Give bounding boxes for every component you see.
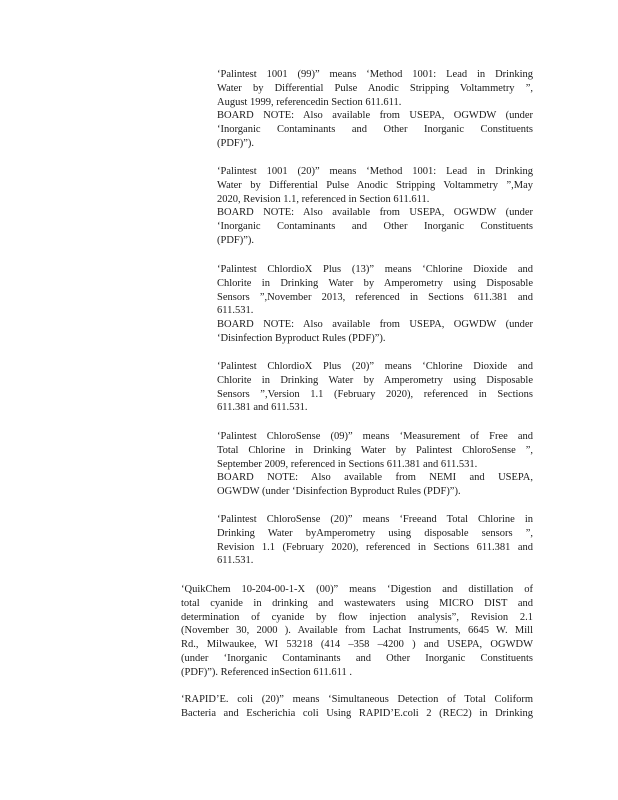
board-note-line: (PDF)”). [217, 137, 255, 149]
board-note-line: ‘Inorganic Contaminants and Other Inorganic Constituents [217, 221, 533, 233]
board-note-line: BOARD NOTE: Also available from USEPA, OGWDW (under [217, 207, 533, 219]
board-note-line: OGWDW (under ‘Disinfection Byproduct Rules (PDF)”). [217, 486, 461, 498]
text-line: Drinking Water byAmperometry using disposable sensors ”, [217, 527, 533, 539]
text-line: ‘Palintest ChloroSense (20)” means ‘Freeand Total Chlorine in [217, 514, 533, 525]
text-line: ‘Palintest ChloroSense (09)” means ‘Measurement of Free and [217, 431, 533, 442]
text-line: total cyanide in drinking and wastewaters using MICRO DIST and [181, 597, 533, 609]
board-note-line: (PDF)”). [217, 234, 255, 246]
text-line: Total Chlorine in Drinking Water by Palintest ChloroSense ”, [217, 444, 533, 456]
definition-palintest-chlordiox-20 [217, 360, 533, 415]
definition-palintest-chlorosense-20 [217, 513, 533, 568]
definition-rapid-e-coli [181, 693, 533, 721]
text-line: Water by Differential Pulse Anodic Stripping Voltammetry ”,May [217, 179, 533, 191]
text-line: 611.531. [217, 305, 254, 317]
text-line: Bacteria and Escherichia coli Using RAPID’E.coli 2 (REC2) in Drinking [181, 707, 533, 719]
text-line: ‘Palintest 1001 (99)” means ‘Method 1001: Lead in Drinking [217, 69, 533, 80]
text-line: Chlorite in Drinking Water by Amperometry using Disposable [217, 374, 533, 386]
text-line: ‘QuikChem 10-204-00-1-X (00)” means ‘Digestion and distillation of [181, 584, 533, 595]
text-line: (November 30, 2000 ). Available from Lachat Instruments, 6645 W. Mill [181, 625, 533, 637]
board-note-line: BOARD NOTE: Also available from NEMI and USEPA, [217, 472, 533, 484]
text-line: Rd., Milwaukee, WI 53218 (414 –358 –4200 ) and USEPA, OGWDW [181, 639, 533, 651]
text-line: Sensors ”,Version 1.1 (February 2020), referenced in Sections [217, 388, 533, 400]
text-line: September 2009, referenced in Sections 611.381 and 611.531. [217, 458, 478, 470]
board-note-line: BOARD NOTE: Also available from USEPA, OGWDW (under [217, 110, 533, 122]
text-line: Revision 1.1 (February 2020), referenced in Sections 611.381 and [217, 541, 533, 553]
text-line: 611.531. [217, 555, 254, 567]
text-line: 611.381 and 611.531. [217, 402, 308, 414]
text-line: ‘Palintest 1001 (20)” means ‘Method 1001: Lead in Drinking [217, 166, 533, 177]
text-line: (PDF)”). Referenced inSection 611.611 . [181, 666, 352, 678]
text-line: Water by Differential Pulse Anodic Stripping Voltammetry ”, [217, 82, 533, 94]
text-line: ‘Palintest ChlordioX Plus (13)” means ‘Chlorine Dioxide and [217, 264, 533, 275]
text-line: (under ‘Inorganic Contaminants and Other Inorganic Constituents [181, 652, 533, 664]
text-line: 2020, Revision 1.1, referenced in Section 611.611. [217, 193, 430, 205]
definition-palintest-1001-99 [217, 68, 533, 151]
definition-quikchem [181, 583, 533, 680]
board-note-line: BOARD NOTE: Also available from USEPA, OGWDW (under [217, 319, 533, 331]
text-line: Chlorite in Drinking Water by Amperometry using Disposable [217, 277, 533, 289]
text-line: ‘Palintest ChlordioX Plus (20)” means ‘Chlorine Dioxide and [217, 361, 533, 372]
board-note-line: ‘Inorganic Contaminants and Other Inorganic Constituents [217, 124, 533, 136]
board-note-line: ‘Disinfection Byproduct Rules (PDF)”). [217, 332, 386, 344]
text-line: Sensors ”,November 2013, referenced in Sections 611.381 and [217, 291, 533, 303]
text-line: ‘RAPID’E. coli (20)” means ‘Simultaneous Detection of Total Coliform [181, 694, 533, 705]
text-line: August 1999, referencedin Section 611.611. [217, 96, 402, 108]
definition-palintest-1001-20 [217, 165, 533, 248]
definition-palintest-chlorosense-09 [217, 430, 533, 499]
text-line: determination of cyanide by flow injection analysis”, Revision 2.1 [181, 611, 533, 623]
definition-palintest-chlordiox-13 [217, 263, 533, 346]
